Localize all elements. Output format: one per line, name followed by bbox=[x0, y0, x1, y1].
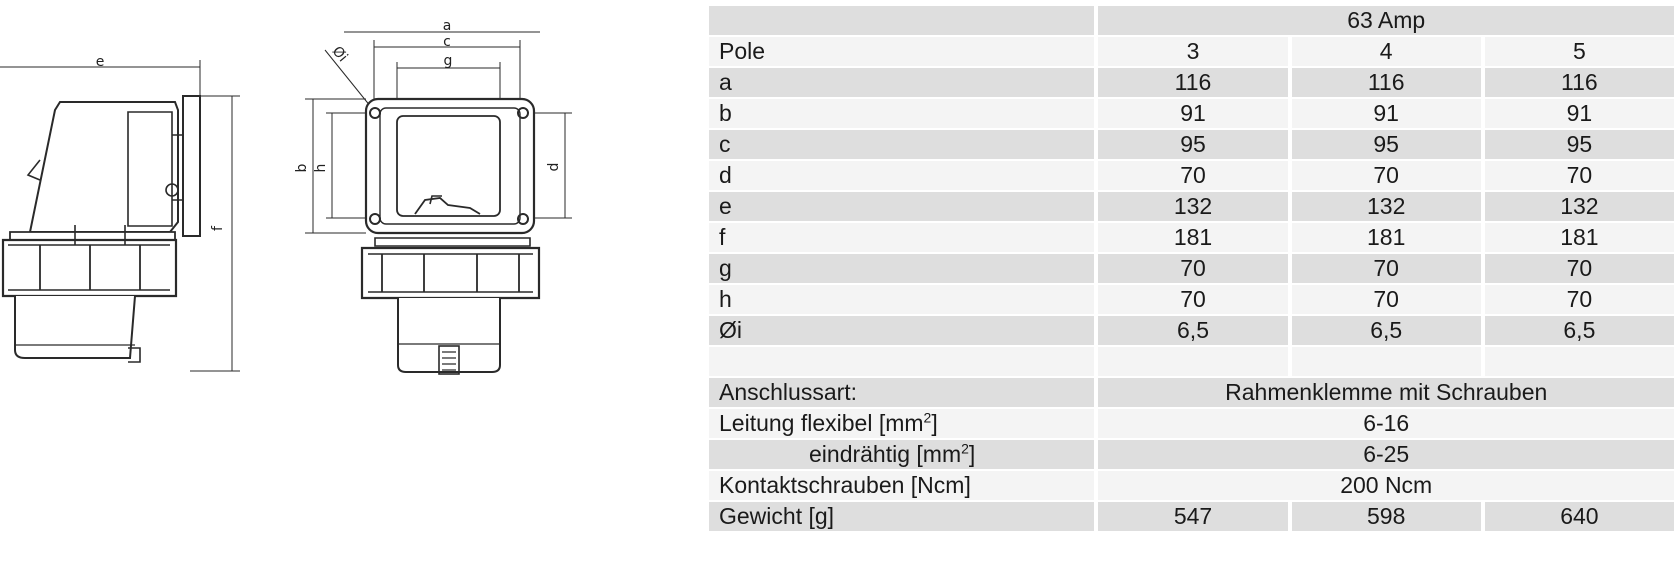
solid-cable-label-text: eindrähtig [mm bbox=[809, 441, 962, 467]
screws-value: 200 Ncm bbox=[1098, 471, 1674, 500]
screws-row bbox=[709, 471, 1674, 500]
pole-value: 3 bbox=[1098, 37, 1287, 66]
spacer-cell bbox=[1485, 347, 1674, 376]
row-value: 132 bbox=[1098, 192, 1287, 221]
row-label: d bbox=[709, 161, 1094, 190]
amp-header: 63 Amp bbox=[1098, 6, 1674, 35]
connection-label: Anschlussart: bbox=[709, 378, 1094, 407]
dim-label-a: a bbox=[442, 18, 452, 34]
spec-table bbox=[705, 4, 1678, 533]
row-value: 95 bbox=[1292, 130, 1481, 159]
dim-label-d: d bbox=[546, 162, 562, 172]
dim-label-b: b bbox=[294, 163, 310, 173]
row-label: f bbox=[709, 223, 1094, 252]
table-header-row bbox=[709, 6, 1674, 35]
row-value: 70 bbox=[1485, 254, 1674, 283]
dim-label-oi: Øi bbox=[328, 43, 351, 66]
row-value: 91 bbox=[1098, 99, 1287, 128]
dim-label-c: c bbox=[443, 34, 451, 50]
row-value: 95 bbox=[1485, 130, 1674, 159]
table-row bbox=[709, 254, 1674, 283]
row-value: 91 bbox=[1485, 99, 1674, 128]
row-label: Øi bbox=[709, 316, 1094, 345]
row-value: 181 bbox=[1292, 223, 1481, 252]
connection-row bbox=[709, 378, 1674, 407]
dim-label-g: g bbox=[443, 53, 453, 69]
row-label: g bbox=[709, 254, 1094, 283]
spacer-cell bbox=[1292, 347, 1481, 376]
row-value: 116 bbox=[1485, 68, 1674, 97]
pole-row bbox=[709, 37, 1674, 66]
row-value: 70 bbox=[1098, 254, 1287, 283]
header-empty-cell bbox=[709, 6, 1094, 35]
flex-cable-label-close: ] bbox=[931, 410, 938, 436]
row-value: 70 bbox=[1292, 285, 1481, 314]
row-value: 6,5 bbox=[1098, 316, 1287, 345]
flex-cable-row bbox=[709, 409, 1674, 438]
dim-label-h: h bbox=[313, 163, 329, 173]
weight-label: Gewicht [g] bbox=[709, 502, 1094, 531]
front-view-drawing bbox=[294, 18, 572, 374]
table-row bbox=[709, 285, 1674, 314]
weight-value: 640 bbox=[1485, 502, 1674, 531]
dim-label-f: f bbox=[210, 226, 226, 231]
table-row bbox=[709, 223, 1674, 252]
solid-cable-label bbox=[709, 440, 1094, 469]
row-value: 132 bbox=[1292, 192, 1481, 221]
row-value: 70 bbox=[1098, 161, 1287, 190]
solid-cable-row bbox=[709, 440, 1674, 469]
flex-cable-value: 6-16 bbox=[1098, 409, 1674, 438]
row-value: 116 bbox=[1292, 68, 1481, 97]
row-value: 70 bbox=[1485, 161, 1674, 190]
solid-cable-unit-sup: 2 bbox=[961, 440, 969, 457]
table-row bbox=[709, 316, 1674, 345]
weight-row bbox=[709, 502, 1674, 531]
solid-cable-value: 6-25 bbox=[1098, 440, 1674, 469]
row-value: 116 bbox=[1098, 68, 1287, 97]
pole-label: Pole bbox=[709, 37, 1094, 66]
row-value: 70 bbox=[1485, 285, 1674, 314]
pole-value: 5 bbox=[1485, 37, 1674, 66]
table-row bbox=[709, 130, 1674, 159]
weight-value: 598 bbox=[1292, 502, 1481, 531]
row-value: 132 bbox=[1485, 192, 1674, 221]
row-value: 95 bbox=[1098, 130, 1287, 159]
flex-cable-unit-sup: 2 bbox=[923, 409, 932, 426]
spacer-cell bbox=[709, 347, 1094, 376]
spacer-row bbox=[709, 347, 1674, 376]
row-value: 91 bbox=[1292, 99, 1481, 128]
table-row bbox=[709, 99, 1674, 128]
flex-cable-label bbox=[709, 409, 1094, 438]
row-label: c bbox=[709, 130, 1094, 159]
row-value: 181 bbox=[1485, 223, 1674, 252]
table-row bbox=[709, 192, 1674, 221]
row-value: 70 bbox=[1098, 285, 1287, 314]
pole-value: 4 bbox=[1292, 37, 1481, 66]
screws-label: Kontaktschrauben [Ncm] bbox=[709, 471, 1094, 500]
row-label: h bbox=[709, 285, 1094, 314]
row-label: a bbox=[709, 68, 1094, 97]
row-value: 70 bbox=[1292, 161, 1481, 190]
table-row bbox=[709, 68, 1674, 97]
row-value: 70 bbox=[1292, 254, 1481, 283]
flex-cable-label-text: Leitung flexibel [mm bbox=[719, 410, 924, 436]
row-value: 181 bbox=[1098, 223, 1287, 252]
row-label: b bbox=[709, 99, 1094, 128]
side-view-drawing bbox=[0, 54, 240, 371]
solid-cable-label-close: ] bbox=[968, 441, 976, 467]
technical-drawings bbox=[0, 0, 700, 577]
connection-value: Rahmenklemme mit Schrauben bbox=[1098, 378, 1674, 407]
weight-value: 547 bbox=[1098, 502, 1287, 531]
row-value: 6,5 bbox=[1485, 316, 1674, 345]
row-label: e bbox=[709, 192, 1094, 221]
row-value: 6,5 bbox=[1292, 316, 1481, 345]
dim-label-e: e bbox=[95, 54, 105, 70]
spacer-cell bbox=[1098, 347, 1287, 376]
table-row bbox=[709, 161, 1674, 190]
